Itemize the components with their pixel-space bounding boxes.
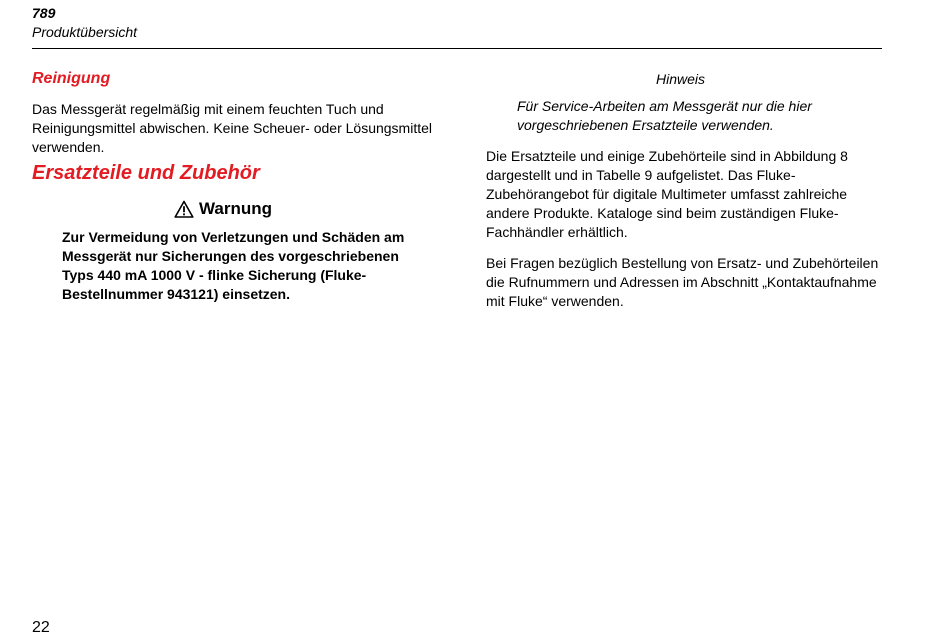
section-title-cleaning: Reinigung <box>32 70 111 87</box>
model-number: 789 <box>32 5 56 21</box>
ordering-paragraph: Bei Fragen bezüglich Bestellung von Ersatz- und Zubehörteilen die Rufnummern und Adressen im Abschnitt „Kontaktaufnahme mit Fluke“ verwenden. <box>486 255 879 309</box>
warning-triangle-icon <box>174 200 194 218</box>
page-subtitle: Produktübersicht <box>32 24 138 40</box>
note-text: Für Service-Arbeiten am Messgerät nur die hier vorgeschriebenen Ersatzteile verwenden. <box>517 98 812 133</box>
warning-text: Zur Vermeidung von Verletzungen und Schäden am Messgerät nur Sicherungen des vorgeschriebenen Typs 440 mA 1000 V - flinke Sicherung (Fluke-Bestellnummer 943121) einsetzen. <box>62 229 405 302</box>
header-divider <box>32 48 882 49</box>
note-title: Hinweis <box>656 71 706 87</box>
parts-paragraph: Die Ersatzteile und einige Zubehörteile sind in Abbildung 8 dargestellt und in Tabelle 9 aufgelistet. Das Fluke-Zubehörangebot für digitale Multimeter umfasst zahlreiche andere Produkte. Kataloge sind beim zuständigen Fluke-Fachhändler erhältlich. <box>486 148 848 240</box>
warning-heading <box>174 199 272 219</box>
section-title-parts: Ersatzteile und Zubehör <box>32 162 260 184</box>
page-number: 22 <box>32 619 50 636</box>
cleaning-paragraph: Das Messgerät regelmäßig mit einem feuchten Tuch und Reinigungsmittel abwischen. Keine Scheuer- oder Lösungsmittel verwenden. <box>32 101 432 155</box>
warning-title: Warnung <box>199 199 273 218</box>
